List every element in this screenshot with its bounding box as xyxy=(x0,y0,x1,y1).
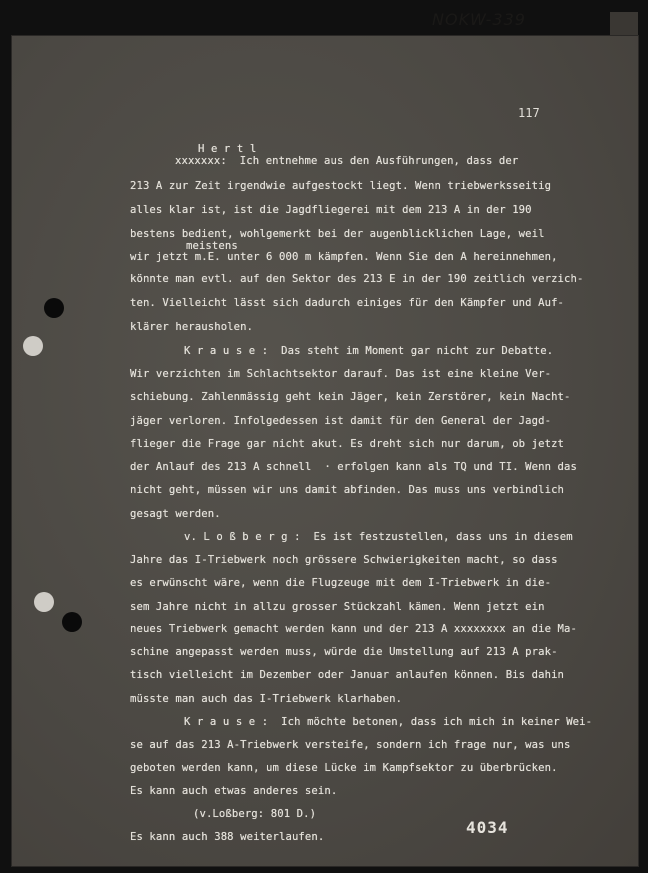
text-line: gesagt werden. xyxy=(130,508,221,520)
text-line: Jahre das I-Triebwerk noch grössere Schwierigkeiten macht, so dass xyxy=(130,554,558,566)
text-line: geboten werden kann, um diese Lücke im Kampfsektor zu überbrücken. xyxy=(130,762,558,774)
page-number: 117 xyxy=(518,106,540,120)
text-line: schine angepasst werden muss, würde die Umstellung auf 213 A prak- xyxy=(130,646,558,658)
text-line: Es kann auch etwas anderes sein. xyxy=(130,785,338,797)
text-line: der Anlauf des 213 A schnell · erfolgen kann als TQ und TI. Wenn das xyxy=(130,461,577,473)
text-line: klärer herausholen. xyxy=(130,321,254,333)
text-line: Wir verzichten im Schlachtsektor darauf. Das ist eine kleine Ver- xyxy=(130,368,552,380)
text-line: bestens bedient, wohlgemerkt bei der augenblicklichen Lage, weil xyxy=(130,228,545,240)
text-line: tisch vielleicht im Dezember oder Januar anlaufen können. Bis dahin xyxy=(130,669,565,681)
speaker-name: H e r t l xyxy=(198,143,257,155)
punch-hole-icon xyxy=(62,612,82,632)
text-line: neues Triebwerk gemacht werden kann und der 213 A xxxxxxxx an die Ma- xyxy=(130,623,577,635)
punch-hole-icon xyxy=(44,298,64,318)
text-line: xxxxxxx: Ich entnehme aus den Ausführungen, dass der xyxy=(175,155,519,167)
text-line: alles klar ist, ist die Jagdfliegerei mit dem 213 A in der 190 xyxy=(130,204,532,216)
text-line: es erwünscht wäre, wenn die Flugzeuge mit dem I-Triebwerk in die- xyxy=(130,577,552,589)
text-line: K r a u s e : Das steht im Moment gar nicht zur Debatte. xyxy=(184,345,554,357)
text-line: jäger verloren. Infolgedessen ist damit für den General der Jagd- xyxy=(130,415,552,427)
text-line: 213 A zur Zeit irgendwie aufgestockt liegt. Wenn triebwerksseitig xyxy=(130,180,552,192)
text-line: se auf das 213 A-Triebwerk versteife, sondern ich frage nur, was uns xyxy=(130,739,571,751)
archive-reference-mark: NOKW-339 xyxy=(432,10,526,29)
handwritten-insertion: meistens xyxy=(186,240,238,252)
punch-hole-icon xyxy=(34,592,54,612)
punch-hole-icon xyxy=(23,336,43,356)
text-line: v. L o ß b e r g : Es ist festzustellen, dass uns in diesem xyxy=(184,531,573,543)
text-line: schiebung. Zahlenmässig geht kein Jäger, kein Zerstörer, kein Nacht- xyxy=(130,391,571,403)
text-line: nicht geht, müssen wir uns damit abfinden. Das muss uns verbindlich xyxy=(130,484,565,496)
text-line: könnte man evtl. auf den Sektor des 213 E in der 190 zeitlich verzich- xyxy=(130,273,584,285)
text-line: müsste man auch das I-Triebwerk klarhaben. xyxy=(130,693,403,705)
text-line: sem Jahre nicht in allzu grosser Stückzahl kämen. Wenn jetzt ein xyxy=(130,601,545,613)
text-line: Es kann auch 388 weiterlaufen. xyxy=(130,831,325,843)
text-line: wir jetzt m.E. unter 6 000 m kämpfen. Wenn Sie den A hereinnehmen, xyxy=(130,251,558,263)
text-line: ten. Vielleicht lässt sich dadurch einiges für den Kämpfer und Auf- xyxy=(130,297,565,309)
document-stamp-number: 4034 xyxy=(466,818,509,837)
text-line: flieger die Frage gar nicht akut. Es dreht sich nur darum, ob jetzt xyxy=(130,438,565,450)
text-line: (v.Loßberg: 801 D.) xyxy=(193,808,317,820)
text-line: K r a u s e : Ich möchte betonen, dass ich mich in keiner Wei- xyxy=(184,716,593,728)
